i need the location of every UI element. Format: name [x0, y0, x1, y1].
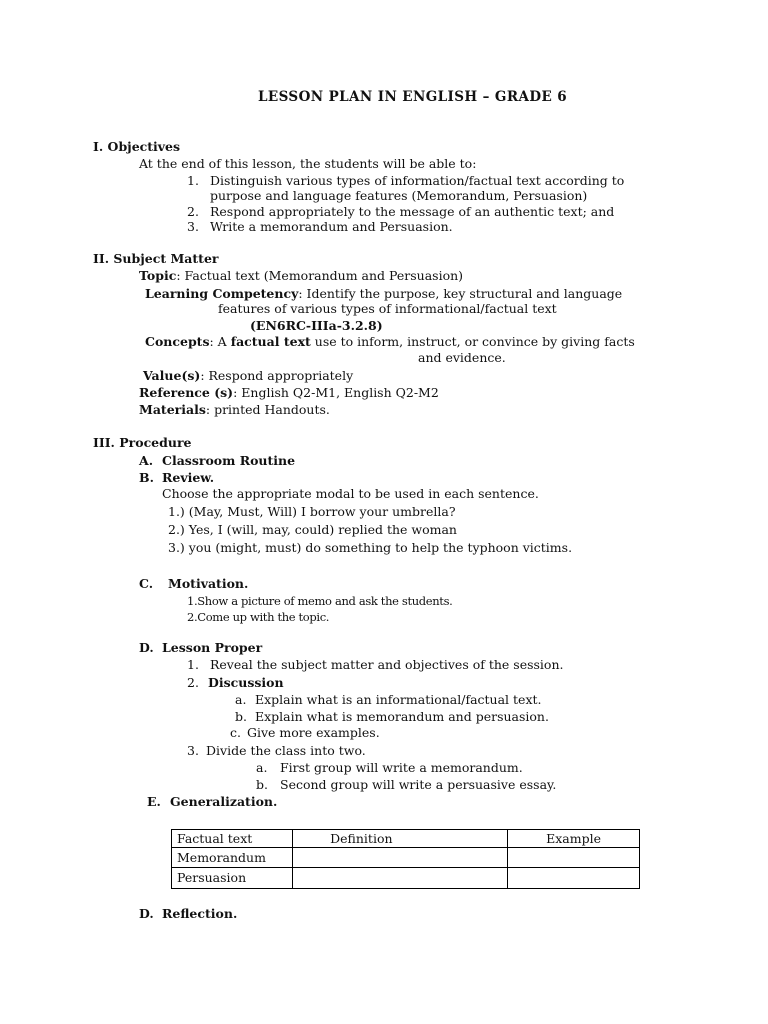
section-letter: E.: [147, 794, 161, 809]
materials-label: Materials: [139, 402, 206, 417]
objective-number: 1.: [187, 173, 199, 188]
substep-text: Second group will write a persuasive essay.: [280, 777, 557, 792]
references-line: [139, 385, 439, 401]
substep-letter: b.: [235, 709, 247, 724]
table-cell: Memorandum: [172, 848, 293, 868]
topic-line: [139, 268, 463, 284]
table-cell: Persuasion: [172, 868, 293, 889]
substep-text: Give more examples.: [247, 725, 380, 740]
references-text: : English Q2-M1, English Q2-M2: [233, 385, 439, 400]
step-text: Divide the class into two.: [206, 743, 366, 758]
substep-letter: a.: [235, 692, 247, 707]
step-number: 1.: [187, 657, 199, 672]
learning-competency-line: [145, 286, 622, 302]
review-item: 2.) Yes, I (will, may, could) replied the woman: [168, 522, 457, 537]
classroom-routine-heading: Classroom Routine: [162, 453, 296, 468]
substep-text: First group will write a memorandum.: [280, 760, 523, 775]
review-heading: Review.: [162, 470, 215, 485]
materials-text: : printed Handouts.: [205, 402, 330, 417]
step-number: 2.: [187, 675, 199, 690]
concepts-text: use to inform, instruct, or convince by giving facts: [310, 334, 635, 349]
section-letter: A.: [139, 453, 154, 468]
table-cell: [293, 868, 508, 889]
objectives-heading: I. Objectives: [93, 139, 181, 154]
competency-code: (EN6RC-IIIa-3.2.8): [250, 318, 383, 333]
topic-label: Topic: [139, 268, 177, 283]
motivation-heading: Motivation.: [168, 576, 249, 591]
substep-letter: a.: [256, 760, 268, 775]
section-letter: B.: [139, 470, 154, 485]
references-label: Reference (s): [139, 385, 234, 400]
concepts-label: Concepts: [145, 334, 210, 349]
lesson-proper-heading: Lesson Proper: [162, 640, 263, 655]
objective-text: Respond appropriately to the message of an authentic text; and: [210, 204, 615, 219]
learning-competency-continued: features of various types of informational/factual text: [218, 301, 557, 316]
objective-text: Write a memorandum and Persuasion.: [210, 219, 453, 234]
table-header-cell: Factual text: [172, 830, 293, 848]
procedure-heading: III. Procedure: [93, 435, 192, 450]
objective-text: Distinguish various types of information/factual text according to: [210, 173, 625, 188]
section-letter: D.: [139, 640, 154, 655]
motivation-item: 1.Show a picture of memo and ask the students.: [187, 594, 453, 608]
section-letter: D.: [139, 906, 154, 921]
materials-line: [139, 402, 330, 418]
values-line: [143, 368, 353, 384]
learning-competency-text: : Identify the purpose, key structural and language: [298, 286, 623, 301]
review-item: 3.) you (might, must) do something to help the typhoon victims.: [168, 540, 573, 555]
values-text: : Respond appropriately: [200, 368, 354, 383]
objective-text-continued: purpose and language features (Memorandum, Persuasion): [210, 188, 588, 203]
concepts-continued: and evidence.: [418, 350, 506, 365]
values-label: Value(s): [143, 368, 201, 383]
table-row: [172, 848, 640, 868]
document-title: LESSON PLAN IN ENGLISH – GRADE 6: [258, 89, 568, 105]
table-header-cell: Definition: [293, 830, 508, 848]
reflection-heading: Reflection.: [162, 906, 238, 921]
table-cell: [508, 848, 640, 868]
generalization-table: [171, 829, 640, 889]
table-header-row: [172, 830, 640, 848]
objective-number: 3.: [187, 219, 199, 234]
subject-matter-heading: II. Subject Matter: [93, 251, 219, 266]
table-header-cell: Example: [508, 830, 640, 848]
topic-text: : Factual text (Memorandum and Persuasion): [176, 268, 464, 283]
table-cell: [293, 848, 508, 868]
learning-competency-label: Learning Competency: [145, 286, 299, 301]
objectives-intro: At the end of this lesson, the students will be able to:: [139, 156, 477, 171]
motivation-item: 2.Come up with the topic.: [187, 610, 330, 624]
concepts-pre: : A: [209, 334, 231, 349]
substep-letter: c.: [230, 725, 241, 740]
step-text: Reveal the subject matter and objectives of the session.: [210, 657, 564, 672]
review-item: 1.) (May, Must, Will) I borrow your umbrella?: [168, 504, 456, 519]
step-number: 3.: [187, 743, 199, 758]
review-instruction: Choose the appropriate modal to be used in each sentence.: [162, 486, 539, 501]
generalization-heading: Generalization.: [170, 794, 278, 809]
concepts-line: [145, 334, 635, 350]
substep-text: Explain what is memorandum and persuasion.: [255, 709, 549, 724]
table-row: [172, 868, 640, 889]
concepts-term: factual text: [230, 334, 311, 349]
substep-letter: b.: [256, 777, 268, 792]
table-cell: [508, 868, 640, 889]
discussion-label: Discussion: [208, 675, 284, 690]
substep-text: Explain what is an informational/factual text.: [255, 692, 542, 707]
section-letter: C.: [139, 576, 154, 591]
objective-number: 2.: [187, 204, 199, 219]
